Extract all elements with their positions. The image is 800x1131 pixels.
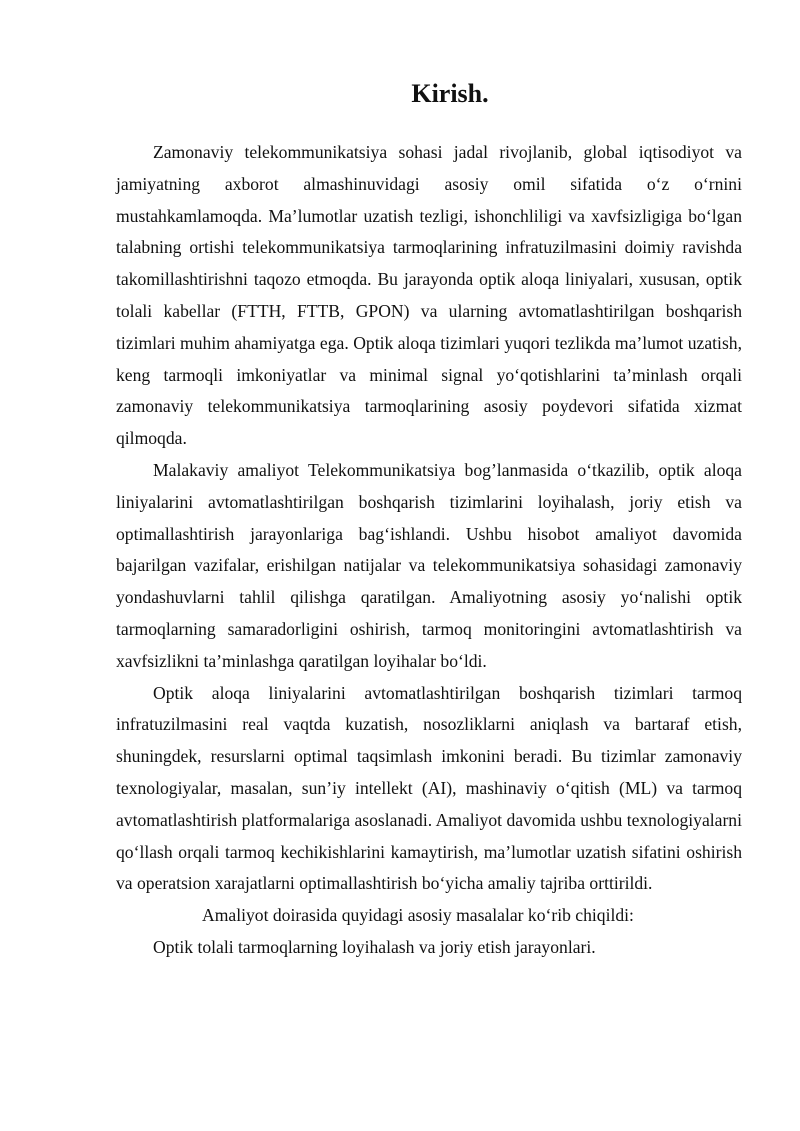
- document-body: [116, 137, 742, 964]
- page-title: Kirish.: [411, 79, 489, 108]
- tasks-intro-line: Amaliyot doirasida quyidagi asosiy masalalar ko‘rib chiqildi:: [202, 905, 634, 926]
- paragraph-3: Optik aloqa liniyalarini avtomatlashtirilgan boshqarish tizimlari tarmoq infratuzilmasini real vaqtda kuzatish, nosozliklarni aniqlash va bartaraf etish, shuningdek, resurslarni optimal taqsimlash imkonini beradi. Bu tizimlar zamonaviy texnologiyalar, masalan, sun’iy intellekt (AI), mashinaviy o‘qitish (ML) va tarmoq avtomatlashtirish platformalariga asoslanadi. Amaliyot davomida ushbu texnologiyalarni qo‘llash orqali tarmoq kechikishlarini kamaytirish, ma’lumotlar uzatish sifatini oshirish va operatsion xarajatlarni optimallashtirish bo‘yicha amaliy tajriba orttirildi.: [116, 682, 742, 894]
- paragraph-1: Zamonaviy telekommunikatsiya sohasi jadal rivojlanib, global iqtisodiyot va jamiyatning axborot almashinuvidagi asosiy omil sifatida o‘z o‘rnini mustahkamlamoqda. Ma’lumotlar uzatish tezligi, ishonchliligi va xavfsizligiga bo‘lgan talabning ortishi telekommunikatsiya tarmoqlarining infratuzilmasini doimiy ravishda takomillashtirishni taqozo etmoqda. Bu jarayonda optik aloqa liniyalari, xususan, optik tolali kabellar (FTTH, FTTB, GPON) va ularning avtomatlashtirilgan boshqarish tizimlari muhim ahamiyatga ega. Optik aloqa tizimlari yuqori tezlikda ma’lumot uzatish, keng tarmoqli imkoniyatlar va minimal signal yo‘qotishlarini ta’minlash orqali zamonaviy telekommunikatsiya tarmoqlarining asosiy poydevori sifatida xizmat qilmoqda.: [116, 142, 742, 449]
- paragraph-2: Malakaviy amaliyot Telekommunikatsiya bog’lanmasida o‘tkazilib, optik aloqa liniyalarini avtomatlashtirilgan boshqarish tizimlarini loyihalash, joriy etish va optimallashtirish jarayonlariga bag‘ishlandi. Ushbu hisobot amaliyot davomida bajarilgan vazifalar, erishilgan natijalar va telekommunikatsiya sohasidagi zamonaviy yondashuvlarni tahlil qilishga qaratilgan. Amaliyotning asosiy yo‘nalishi optik tarmoqlarning samaradorligini oshirish, tarmoq monitoringini avtomatlashtirish va xavfsizlikni ta’minlashga qaratilgan loyihalar bo‘ldi.: [116, 459, 742, 671]
- task-item-line: Optik tolali tarmoqlarning loyihalash va joriy etish jarayonlari.: [153, 936, 596, 957]
